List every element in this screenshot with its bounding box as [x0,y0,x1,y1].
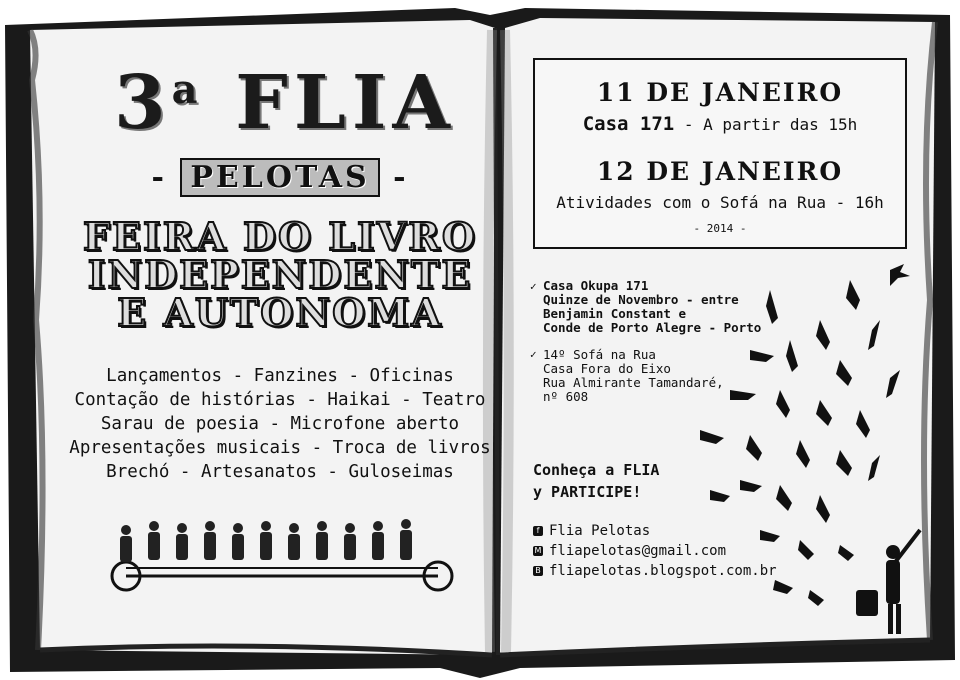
fair-title-line-1: FEIRA DO LIVRO [83,214,477,259]
activities-line-5: Brechó - Artesanatos - Guloseimas [106,462,454,482]
activities-line-3: Sarau de poesia - Microfone aberto [100,414,460,434]
facebook-text: Flia Pelotas [549,523,651,539]
venue-1-line-4: Conde de Porto Alegre - Porto [543,320,762,335]
city-name: PELOTAS [180,158,379,197]
blog-text: fliapelotas.blogspot.com.br [549,563,777,579]
mail-icon: M [534,546,542,555]
check-icon: ✓ [530,280,537,293]
date-2: 12 DE JANEIRO [596,157,844,186]
birds-flock-illustration [690,260,930,640]
venue-1-line-2: Quinze de Novembro - entre [543,292,739,307]
venue-2-line-4: nº 608 [543,389,589,404]
venue-2-line-2: Casa Fora do Eixo [543,361,671,376]
fair-title-line-2: INDEPENDENTE [87,252,473,297]
fair-title-line-3: E AUTONOMA [117,290,443,335]
venue-1-line-1: Casa Okupa 171 [543,278,649,293]
event-year: - 2014 - [693,222,747,235]
venue-2-line-3: Rua Almirante Tamandaré, [543,375,724,390]
contact-facebook[interactable] [533,523,650,539]
tandem-bicycle-illustration [108,518,458,593]
date-1-details: Casa 171 - A partir das 15h [582,113,858,135]
date-2-details: Atividades com o Sofá na Rua - 16h [556,193,884,212]
check-icon: ✓ [530,348,537,361]
activities-line-4: Apresentações musicais - Troca de livros [69,438,491,458]
join-line-2: y PARTICIPE! [533,483,642,501]
activities-line-2: Contação de histórias - Haikai - Teatro [74,390,486,410]
blogger-icon: B [533,566,543,576]
venue-1-line-3: Benjamin Constant e [543,306,686,321]
venue-2-line-1: 14º Sofá na Rua [543,347,656,362]
city-banner: - PELOTAS - [151,160,409,195]
edition-title: 3$^a$ FLIA [114,60,456,146]
facebook-icon: f [533,526,543,536]
join-line-1: Conheça a FLIA [533,461,660,479]
activities-line-1: Lançamentos - Fanzines - Oficinas [106,366,454,386]
email-text: fliapelotas@gmail.com [549,543,727,559]
date-1: 11 DE JANEIRO [596,78,844,107]
